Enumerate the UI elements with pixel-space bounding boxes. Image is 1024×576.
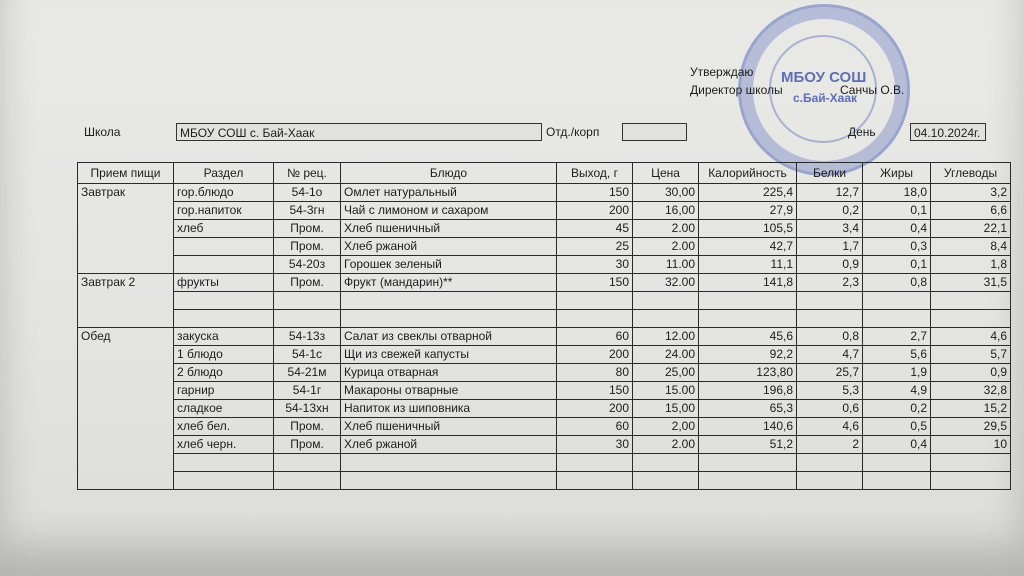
table-cell: 2,3 — [797, 274, 863, 292]
table-cell — [699, 454, 797, 472]
meal-section — [78, 328, 1011, 490]
table-cell: 8,4 — [931, 238, 1011, 256]
table-cell — [274, 472, 341, 490]
table-cell: 200 — [557, 202, 633, 220]
table-row — [78, 400, 1011, 418]
table-cell — [557, 472, 633, 490]
table-row — [78, 454, 1011, 472]
table-cell — [174, 310, 274, 328]
col-header: Углеводы — [931, 163, 1011, 184]
table-cell: 15,2 — [931, 400, 1011, 418]
table-cell: 1,8 — [931, 256, 1011, 274]
table-cell — [174, 454, 274, 472]
col-header: Прием пищи — [78, 163, 174, 184]
table-cell: 42,7 — [699, 238, 797, 256]
table-cell: 2,00 — [633, 418, 699, 436]
table-cell: 2.00 — [633, 220, 699, 238]
table-cell: Пром. — [274, 274, 341, 292]
table-cell: 0,1 — [863, 256, 931, 274]
table-cell — [699, 472, 797, 490]
stamp-text-bottom: с.Бай-Хаак — [793, 91, 858, 105]
table-cell: 12,7 — [797, 184, 863, 202]
table-cell: 1 блюдо — [174, 346, 274, 364]
table-cell: 200 — [557, 346, 633, 364]
table-cell: 45 — [557, 220, 633, 238]
table-cell: Горошек зеленый — [341, 256, 557, 274]
table-cell — [863, 310, 931, 328]
table-cell: 54-13з — [274, 328, 341, 346]
table-cell — [341, 292, 557, 310]
meal-label: Завтрак — [78, 184, 174, 274]
table-cell — [797, 472, 863, 490]
table-cell: 6,6 — [931, 202, 1011, 220]
table-cell — [633, 454, 699, 472]
table-cell — [274, 310, 341, 328]
table-cell: 0,9 — [931, 364, 1011, 382]
approval-name: Санчы О.В. — [840, 83, 905, 97]
table-cell: Пром. — [274, 220, 341, 238]
table-cell: 80 — [557, 364, 633, 382]
table-cell: хлеб черн. — [174, 436, 274, 454]
table-cell — [174, 292, 274, 310]
col-header: Белки — [797, 163, 863, 184]
table-cell — [174, 472, 274, 490]
table-cell: 54-3гн — [274, 202, 341, 220]
table-cell: 0,5 — [863, 418, 931, 436]
table-cell — [797, 454, 863, 472]
table-row — [78, 202, 1011, 220]
table-row — [78, 238, 1011, 256]
table-cell: Чай с лимоном и сахаром — [341, 202, 557, 220]
table-cell: Пром. — [274, 238, 341, 256]
table-cell: 45,6 — [699, 328, 797, 346]
table-cell: 0,3 — [863, 238, 931, 256]
table-cell: Хлеб пшеничный — [341, 220, 557, 238]
table-row — [78, 472, 1011, 490]
approval-title: Утверждаю — [690, 65, 754, 79]
table-cell: 32,8 — [931, 382, 1011, 400]
meal-section — [78, 274, 1011, 328]
col-header: Жиры — [863, 163, 931, 184]
table-row — [78, 274, 1011, 292]
table-cell: 2 блюдо — [174, 364, 274, 382]
table-cell — [633, 310, 699, 328]
table-cell: 60 — [557, 328, 633, 346]
table-cell: 105,5 — [699, 220, 797, 238]
table-cell: 60 — [557, 418, 633, 436]
day-field: 04.10.2024г. — [910, 123, 986, 141]
table-cell — [341, 454, 557, 472]
col-header: Раздел — [174, 163, 274, 184]
table-cell — [699, 292, 797, 310]
table-cell: 31,5 — [931, 274, 1011, 292]
table-cell: закуска — [174, 328, 274, 346]
table-cell: Щи из свежей капусты — [341, 346, 557, 364]
table-cell: Омлет натуральный — [341, 184, 557, 202]
table-cell: 24.00 — [633, 346, 699, 364]
table-cell — [863, 454, 931, 472]
table-cell: гарнир — [174, 382, 274, 400]
table-cell: 2.00 — [633, 238, 699, 256]
table-cell: 15.00 — [633, 382, 699, 400]
table-cell: 0,1 — [863, 202, 931, 220]
table-cell: 30 — [557, 436, 633, 454]
meal-label: Обед — [78, 328, 174, 490]
table-row — [78, 346, 1011, 364]
table-cell: 150 — [557, 274, 633, 292]
table-cell: гор.блюдо — [174, 184, 274, 202]
table-cell: хлеб — [174, 220, 274, 238]
menu-table — [77, 162, 1011, 490]
table-cell: 18,0 — [863, 184, 931, 202]
stamp-text-top: МБОУ СОШ — [781, 69, 867, 86]
table-cell — [274, 454, 341, 472]
table-cell: 10 — [931, 436, 1011, 454]
table-cell — [863, 292, 931, 310]
table-cell: Хлеб ржаной — [341, 436, 557, 454]
col-header: Цена — [633, 163, 699, 184]
table-cell — [699, 310, 797, 328]
table-cell: Хлеб ржаной — [341, 238, 557, 256]
table-cell: Напиток из шиповника — [341, 400, 557, 418]
table-cell: 2 — [797, 436, 863, 454]
table-row — [78, 382, 1011, 400]
table-cell: 54-20з — [274, 256, 341, 274]
table-cell: 0,9 — [797, 256, 863, 274]
table-cell — [341, 472, 557, 490]
table-cell: 123,80 — [699, 364, 797, 382]
table-cell: 5,7 — [931, 346, 1011, 364]
table-row — [78, 220, 1011, 238]
table-cell: 4,7 — [797, 346, 863, 364]
table-cell: 30 — [557, 256, 633, 274]
table-cell: 54-1о — [274, 184, 341, 202]
table-cell: 11.00 — [633, 256, 699, 274]
school-label: Школа — [84, 125, 121, 139]
table-cell: 54-1с — [274, 346, 341, 364]
day-label: День — [848, 125, 876, 139]
table-cell: 2,7 — [863, 328, 931, 346]
table-cell: 25 — [557, 238, 633, 256]
school-field: МБОУ СОШ с. Бай-Хаак — [176, 123, 542, 141]
table-cell: 140,6 — [699, 418, 797, 436]
table-cell: 0,4 — [863, 436, 931, 454]
table-cell: 22,1 — [931, 220, 1011, 238]
table-cell: 5,3 — [797, 382, 863, 400]
table-row — [78, 436, 1011, 454]
table-cell: 11,1 — [699, 256, 797, 274]
table-cell — [633, 292, 699, 310]
table-cell: 0,8 — [863, 274, 931, 292]
table-cell: гор.напиток — [174, 202, 274, 220]
table-cell — [931, 310, 1011, 328]
table-cell: фрукты — [174, 274, 274, 292]
table-cell: 25,00 — [633, 364, 699, 382]
table-cell — [174, 238, 274, 256]
table-cell: 200 — [557, 400, 633, 418]
table-cell — [557, 454, 633, 472]
table-cell — [931, 472, 1011, 490]
table-cell — [174, 256, 274, 274]
table-cell: 25,7 — [797, 364, 863, 382]
table-cell: Фрукт (мандарин)** — [341, 274, 557, 292]
meal-label: Завтрак 2 — [78, 274, 174, 328]
table-row — [78, 184, 1011, 202]
col-header: № рец. — [274, 163, 341, 184]
table-cell: 92,2 — [699, 346, 797, 364]
table-cell: Пром. — [274, 436, 341, 454]
table-cell: 4,9 — [863, 382, 931, 400]
table-cell: 12.00 — [633, 328, 699, 346]
table-cell — [274, 292, 341, 310]
table-cell: 65,3 — [699, 400, 797, 418]
table-header-row — [78, 163, 1011, 184]
table-cell: 0,2 — [863, 400, 931, 418]
table-cell — [341, 310, 557, 328]
table-row — [78, 256, 1011, 274]
col-header: Калорийность — [699, 163, 797, 184]
table-cell — [633, 472, 699, 490]
table-cell: 54-21м — [274, 364, 341, 382]
table-cell: Макароны отварные — [341, 382, 557, 400]
table-cell: 1,7 — [797, 238, 863, 256]
table-cell: Салат из свеклы отварной — [341, 328, 557, 346]
table-cell: 4,6 — [797, 418, 863, 436]
table-cell: 225,4 — [699, 184, 797, 202]
table-cell — [931, 454, 1011, 472]
col-header: Блюдо — [341, 163, 557, 184]
table-cell: Пром. — [274, 418, 341, 436]
table-cell — [863, 472, 931, 490]
table-cell — [797, 292, 863, 310]
table-cell: 32.00 — [633, 274, 699, 292]
table-cell: 2.00 — [633, 436, 699, 454]
table-cell: 150 — [557, 382, 633, 400]
approval-position: Директор школы — [690, 83, 783, 97]
table-row — [78, 292, 1011, 310]
table-cell: 141,8 — [699, 274, 797, 292]
table-cell: 0,4 — [863, 220, 931, 238]
table-cell — [931, 292, 1011, 310]
table-cell: Курица отварная — [341, 364, 557, 382]
table-cell: 4,6 — [931, 328, 1011, 346]
dept-field — [622, 123, 687, 141]
table-cell: 15,00 — [633, 400, 699, 418]
table-cell: 51,2 — [699, 436, 797, 454]
table-cell: 54-1г — [274, 382, 341, 400]
dept-label: Отд./корп — [546, 125, 600, 139]
table-cell — [557, 310, 633, 328]
table-cell: 16,00 — [633, 202, 699, 220]
table-cell: 3,4 — [797, 220, 863, 238]
table-cell: сладкое — [174, 400, 274, 418]
table-cell: 196,8 — [699, 382, 797, 400]
table-cell: 150 — [557, 184, 633, 202]
table-cell — [557, 292, 633, 310]
table-row — [78, 328, 1011, 346]
col-header: Выход, г — [557, 163, 633, 184]
meal-section — [78, 184, 1011, 274]
table-cell: 27,9 — [699, 202, 797, 220]
table-cell: хлеб бел. — [174, 418, 274, 436]
table-cell: 0,2 — [797, 202, 863, 220]
table-cell: 5,6 — [863, 346, 931, 364]
table-cell: 29,5 — [931, 418, 1011, 436]
table-row — [78, 364, 1011, 382]
table-cell: Хлеб пшеничный — [341, 418, 557, 436]
table-cell: 0,6 — [797, 400, 863, 418]
table-cell: 0,8 — [797, 328, 863, 346]
table-cell: 1,9 — [863, 364, 931, 382]
table-row — [78, 418, 1011, 436]
table-cell: 54-13хн — [274, 400, 341, 418]
table-cell — [797, 310, 863, 328]
table-cell: 3,2 — [931, 184, 1011, 202]
table-row — [78, 310, 1011, 328]
table-cell: 30,00 — [633, 184, 699, 202]
